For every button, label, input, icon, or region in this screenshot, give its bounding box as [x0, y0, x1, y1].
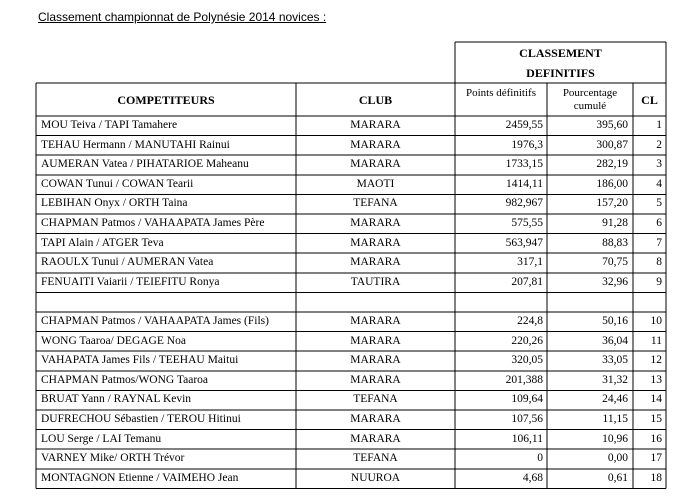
rank-value: 15: [650, 413, 662, 425]
points-value: 224,8: [517, 315, 543, 327]
points-value: 1414,11: [506, 177, 543, 190]
points-value: 982,967: [505, 197, 543, 210]
rank-value: 11: [650, 334, 662, 347]
rank-value: 16: [650, 432, 662, 445]
points-value: 320,05: [511, 354, 543, 367]
percentage-value: 282,19: [596, 158, 628, 171]
competitor-names: DUFRECHOU Sébastien / TEROU Hitinui: [41, 413, 241, 425]
header-percentage: Pourcentage cumulé: [562, 87, 618, 112]
club-name: TEFANA: [353, 452, 398, 465]
competitor-names: BRUAT Yann / RAYNAL Kevin: [41, 393, 192, 406]
percentage-value: 33,05: [602, 354, 628, 367]
competitor-names: RAOULX Tunui / AUMERAN Vatea: [41, 256, 214, 269]
club-name: MARARA: [350, 138, 401, 151]
points-value: 109,64: [511, 393, 543, 406]
competitor-names: LEBIHAN Onyx / ORTH Taina: [41, 197, 188, 210]
club-name: MARARA: [350, 158, 401, 171]
header-classement: CLASSEMENT: [519, 46, 602, 60]
competitor-names: FENUAITI Vaiarii / TEIEFITU Ronya: [41, 275, 220, 288]
points-value: 220,26: [511, 334, 543, 347]
competitor-names: TEHAU Hermann / MANUTAHI Rainui: [41, 138, 230, 151]
rank-value: 6: [656, 217, 662, 229]
rank-value: 5: [656, 197, 662, 210]
rank-value: 13: [650, 373, 662, 386]
competitor-names: LOU Serge / LAI Temanu: [41, 432, 162, 445]
points-value: 317,1: [517, 256, 543, 269]
percentage-value: 0,61: [607, 471, 628, 484]
percentage-value: 32,96: [602, 275, 628, 288]
points-value: 106,11: [511, 432, 543, 445]
rank-value: 10: [650, 315, 662, 327]
competitor-names: CHAPMAN Patmos / VAHAAPATA James Père: [41, 217, 265, 229]
competitor-names: TAPI Alain / ATGER Teva: [41, 236, 164, 249]
club-name: MARARA: [350, 315, 401, 327]
points-value: 107,56: [511, 413, 543, 425]
competitor-names: CHAPMAN Patmos/WONG Taaroa: [41, 373, 208, 386]
club-name: MARARA: [350, 236, 401, 249]
points-value: 1976,3: [511, 138, 543, 151]
competitor-names: AUMERAN Vatea / PIHATARIOE Maheanu: [41, 158, 249, 171]
club-name: TEFANA: [353, 393, 398, 406]
points-value: 207,81: [511, 275, 543, 288]
rank-value: 7: [656, 236, 662, 249]
rank-value: 1: [656, 119, 662, 131]
competitor-names: MOU Teiva / TAPI Tamahere: [41, 119, 178, 131]
club-name: MARARA: [350, 119, 401, 131]
percentage-value: 300,87: [596, 138, 628, 151]
percentage-value: 186,00: [596, 177, 628, 190]
points-value: 575,55: [511, 217, 543, 229]
percentage-value: 0,00: [607, 452, 628, 465]
header-rank: CL: [641, 93, 658, 107]
points-value: 201,388: [505, 373, 543, 386]
competitor-names: CHAPMAN Patmos / VAHAAPATA James (Fils): [41, 315, 269, 327]
header-competitors: COMPETITEURS: [117, 93, 215, 107]
percentage-value: 11,15: [602, 413, 628, 425]
header-definitifs: DEFINITIFS: [526, 66, 595, 80]
rank-value: 3: [656, 158, 662, 171]
percentage-value: 70,75: [602, 256, 628, 269]
percentage-value: 395,60: [596, 119, 628, 131]
percentage-value: 50,16: [602, 315, 628, 327]
rank-value: 17: [650, 452, 662, 465]
points-value: 4,68: [522, 471, 543, 484]
rank-value: 9: [656, 275, 662, 288]
club-name: MARARA: [350, 354, 401, 367]
percentage-value: 36,04: [602, 334, 628, 347]
club-name: MARARA: [350, 413, 401, 425]
rank-value: 2: [656, 138, 662, 151]
club-name: MARARA: [350, 334, 401, 347]
header-points: Points définitifs: [466, 87, 536, 99]
competitor-names: VAHAPATA James Fils / TEEHAU Maitui: [41, 354, 239, 367]
header-club: CLUB: [358, 93, 393, 107]
club-name: TEFANA: [353, 197, 398, 210]
rank-value: 18: [650, 471, 662, 484]
competitor-names: WONG Taaroa/ DEGAGE Noa: [41, 334, 186, 347]
club-name: MARARA: [350, 217, 401, 229]
percentage-value: 24,46: [602, 393, 628, 406]
rank-value: 14: [650, 393, 662, 406]
percentage-value: 31,32: [602, 373, 628, 386]
percentage-value: 91,28: [602, 217, 628, 229]
rank-value: 8: [656, 256, 662, 269]
competitor-names: VARNEY Mike/ ORTH Trévor: [41, 452, 185, 465]
club-name: MAOTI: [356, 177, 395, 190]
competitor-names: COWAN Tunui / COWAN Tearii: [41, 177, 194, 190]
rank-value: 4: [656, 177, 662, 190]
club-name: NUUROA: [350, 471, 401, 484]
club-name: TAUTIRA: [350, 275, 401, 288]
page-title: Classement championnat de Polynésie 2014 novices :: [38, 10, 327, 24]
rank-value: 12: [650, 354, 662, 367]
points-value: 2459,55: [505, 119, 543, 131]
competitor-names: MONTAGNON Etienne / VAIMEHO Jean: [41, 471, 239, 484]
club-name: MARARA: [350, 373, 401, 386]
points-value: 1733,15: [505, 158, 543, 171]
points-value: 563,947: [505, 236, 543, 249]
club-name: MARARA: [350, 432, 401, 445]
percentage-value: 88,83: [602, 236, 628, 249]
points-value: 0: [537, 452, 543, 465]
percentage-value: 10,96: [602, 432, 628, 445]
club-name: MARARA: [350, 256, 401, 269]
percentage-value: 157,20: [596, 197, 628, 210]
